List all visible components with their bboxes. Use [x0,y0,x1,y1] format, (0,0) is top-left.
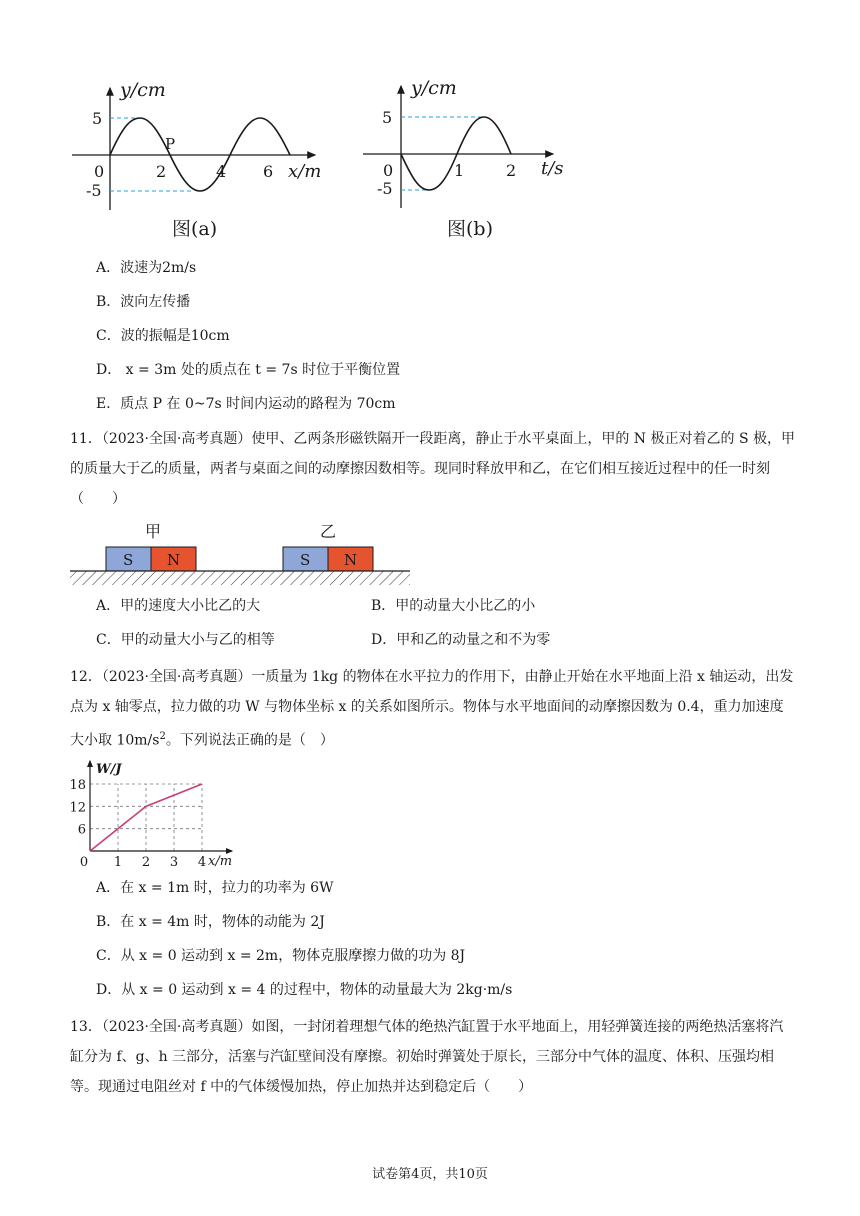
t-axis-label-b: t/s [541,158,564,179]
x-tick-label: 4 [197,855,207,870]
wave-figure-a [60,70,340,250]
wave-figure-b [355,70,585,250]
q11-option-a[interactable]: A．甲的速度大小比乙的大 [96,598,261,614]
x-tick-label: 0 [79,855,89,870]
x-tick-label: 2 [141,855,151,870]
chart-x-label: x/m [208,854,233,869]
x-tick-0-a: 0 [94,162,105,181]
q12-option-a[interactable]: A．在 x = 1m 时，拉力的功率为 6W [96,880,334,896]
q10-option-c[interactable]: C．波的振幅是10cm [96,328,230,344]
q12-stem-text: 12．（2023·全国·高考真题）一质量为 1kg 的物体在水平拉力的作用下，由静止开始在水平地面上沿 x 轴运动，出发点为 x 轴零点，拉力做的功 W 与物体坐标 x 的关系如图所示。物体与水平地面间的动摩擦因数为 0.4，重力加速度大小取 10m/s [70,669,794,749]
q10-option-d[interactable]: D． x = 3m 处的质点在 t = 7s 时位于平衡位置 [96,362,401,378]
q10-option-a[interactable]: A．波速为2m/s [96,260,197,276]
magnet-jia-label: 甲 [145,522,162,541]
y-tick-neg5-b: -5 [377,179,393,198]
x-tick-label: 1 [113,855,123,870]
chart-grid [90,784,202,851]
q11-option-b[interactable]: B．甲的动量大小比乙的小 [371,598,536,614]
q12-stem-tail: 。下列说法正确的是（ ） [165,732,334,749]
q12-option-b[interactable]: B．在 x = 4m 时，物体的动能为 2J [96,914,325,930]
table-hatching [70,571,410,585]
q11-option-c[interactable]: C．甲的动量大小与乙的相等 [96,632,275,648]
jia-n-label: N [167,551,181,569]
t-tick-1-b: 1 [454,161,465,180]
q10-option-e[interactable]: E．质点 P 在 0~7s 时间内运动的路程为 70cm [96,396,396,412]
x-axis-label-a: x/m [288,161,322,182]
y-tick-label: 12 [69,800,86,816]
y-tick-neg5-a: -5 [86,181,102,200]
q12-stem-superscript: 2 [159,731,166,742]
x-tick-2-a: 2 [156,162,167,181]
t-tick-2-b: 2 [506,161,517,180]
x-tick-6-a: 6 [263,162,274,181]
x-tick-label: 3 [169,855,179,870]
y-tick-label: 18 [69,778,86,793]
magnets-figure [68,520,418,590]
y-tick-5-b: 5 [382,108,393,127]
yi-s-label: S [300,551,311,569]
caption-a: 图(a) [172,218,218,240]
y-tick-5-a: 5 [92,109,103,128]
q12-option-d[interactable]: D．从 x = 0 运动到 x = 4 的过程中，物体的动量最大为 2kg·m/s [96,982,513,998]
q10-option-b[interactable]: B．波向左传播 [96,294,191,310]
y-axis-label-b: y/cm [411,77,457,99]
point-p-label: P [165,135,176,153]
jia-s-label: S [123,551,134,569]
magnet-yi-label: 乙 [320,522,337,541]
t-tick-0-b: 0 [383,161,394,180]
caption-b: 图(b) [447,218,493,240]
q12-stem [70,662,795,756]
page-footer: 试卷第4页，共10页 [372,1167,488,1182]
work-displacement-chart [60,755,245,870]
x-tick-4-a: 4 [216,162,227,181]
q12-option-c[interactable]: C．从 x = 0 运动到 x = 2m，物体克服摩擦力做的功为 8J [96,948,466,964]
q13-stem: 13．（2023·全国·高考真题）如图，一封闭着理想气体的绝热汽缸置于水平地面上，用轻弹簧连接的两绝热活塞将汽缸分为 f、g、h 三部分，活塞与汽缸壁间没有摩擦。初始时弹簧处于原长，三部分中气体的温度、体积、压强均相等。现通过电阻丝对 f 中的气体缓慢加热，停止加热并达到稳定后（ ） [70,1019,784,1095]
chart-y-label: W/J [96,762,122,777]
yi-n-label: N [344,551,358,569]
q11-option-d[interactable]: D．甲和乙的动量之和不为零 [371,632,551,648]
q11-stem: 11．（2023·全国·高考真题）使甲、乙两条形磁铁隔开一段距离，静止于水平桌面上，甲的 N 极正对着乙的 S 极，甲的质量大于乙的质量，两者与桌面之间的动摩擦因数相等。现同时释放甲和乙，在它们相互接近过程中的任一时刻（ ） [70,431,795,507]
y-axis-label-a: y/cm [120,79,166,101]
y-tick-label: 6 [77,822,86,838]
